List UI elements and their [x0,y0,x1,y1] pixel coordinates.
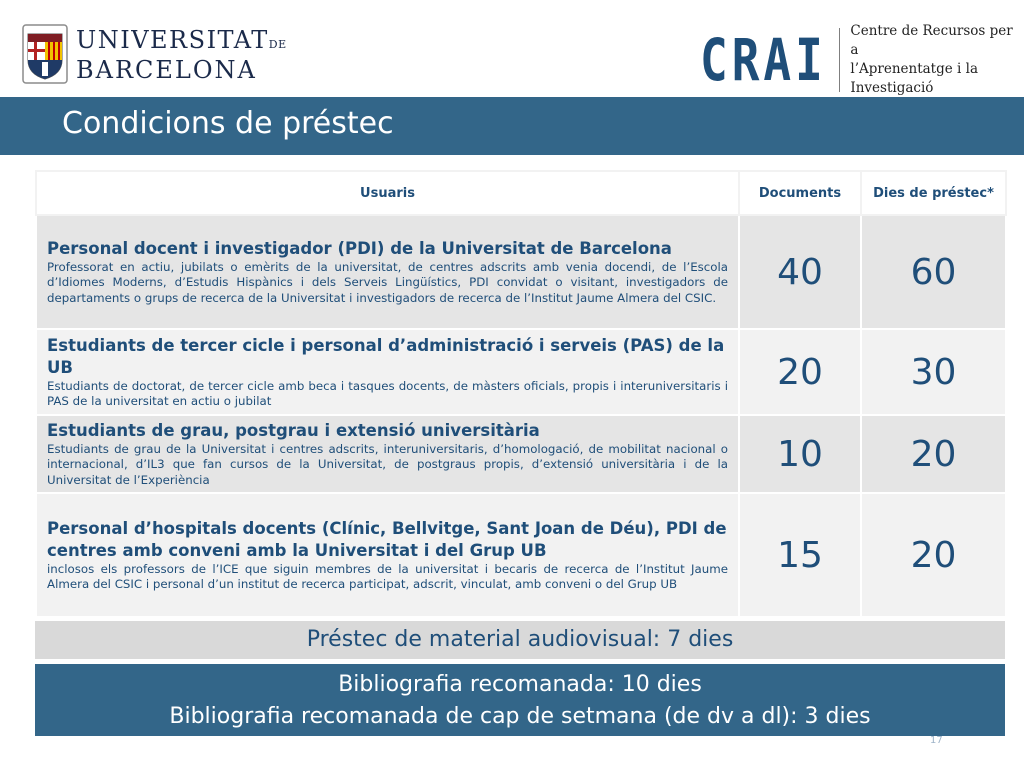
user-category-description: Professorat en actiu, jubilats o emèrits de la universitat, de centres adscrits amb venia docendi, de l’Escola d’Idiomes Moderns, d’Estudis Hispànics i dels Serveis Lingüístics, PDI convidat o visitant, investigadors de departaments o grups de recerca de la Universitat i investigadors de recerca de l’Institut Jaume Almera del CSIC. [47,259,728,305]
user-category-description: Estudiants de grau de la Universitat i centres adscrits, interuniversitaris, d’homologació, de mobilitat nacional o internacional, d’IL3 que fan cursos de la Universitat, de postgraus propis, d’extensió universitària i de la Universitat de l’Experiència [47,441,728,487]
documents-count: 10 [739,415,861,493]
bibliography-band [35,664,1005,736]
bibliography-line2: Bibliografia recomanada de cap de setmana (de dv a dl): 3 dies [169,704,871,729]
crai-mark: CRAI [700,26,827,94]
documents-count: 20 [739,329,861,415]
table-row [36,493,1006,617]
loan-days-count: 20 [861,493,1006,617]
loan-days-count: 20 [861,415,1006,493]
user-category-title: Personal d’hospitals docents (Clínic, Bellvitge, Sant Joan de Déu), PDI de centres amb conveni amb la Universitat i del Grup UB [47,518,727,560]
table-row [36,415,1006,493]
table-row [36,215,1006,329]
loan-conditions-table [35,170,1007,618]
user-category-cell [36,215,739,329]
header-loan-days: Dies de préstec* [861,171,1006,215]
audiovisual-loan-band: Préstec de material audiovisual: 7 dies [35,621,1005,659]
ub-seal-icon [22,24,68,84]
crai-description [850,22,1024,98]
table-header-row [36,171,1006,215]
page-title: Condicions de préstec [62,106,394,141]
ub-name-suffix: DE [268,38,287,51]
ub-name-line2: BARCELONA [76,56,257,84]
page-number: 17 [930,735,943,746]
loan-days-count: 60 [861,215,1006,329]
user-category-cell [36,415,739,493]
crai-logo[interactable] [700,22,1024,98]
user-category-title: Personal docent i investigador (PDI) de la Universitat de Barcelona [47,238,672,258]
documents-count: 15 [739,493,861,617]
table-row [36,329,1006,415]
header [0,0,1024,97]
crai-description-line2: l’Aprenentatge i la Investigació [850,61,979,96]
ub-logo[interactable] [22,24,287,84]
bibliography-line1: Bibliografia recomanada: 10 dies [338,672,702,697]
crai-description-line1: Centre de Recursos per a [850,23,1013,58]
user-category-description: inclosos els professors de l’ICE que siguin membres de la universitat i becaris de recerca de l’Institut Jaume Almera del CSIC i personal d’un institut de recerca participat, adscrit, vinculat, amb conveni o del Grup UB [47,561,728,591]
user-category-title: Estudiants de tercer cicle i personal d’administració i serveis (PAS) de la UB [47,335,725,377]
documents-count: 40 [739,215,861,329]
header-users: Usuaris [36,171,739,215]
title-band [0,97,1024,155]
crai-divider [839,28,841,92]
user-category-description: Estudiants de doctorat, de tercer cicle amb beca i tasques docents, de màsters oficials, propis i interuniversitaris i PAS de la universitat en actiu o jubilat [47,378,728,408]
loan-days-count: 30 [861,329,1006,415]
ub-name-line1: UNIVERSITAT [76,26,269,54]
ub-wordmark [76,28,287,82]
user-category-cell [36,493,739,617]
header-documents: Documents [739,171,861,215]
user-category-cell [36,329,739,415]
user-category-title: Estudiants de grau, postgrau i extensió universitària [47,420,540,440]
